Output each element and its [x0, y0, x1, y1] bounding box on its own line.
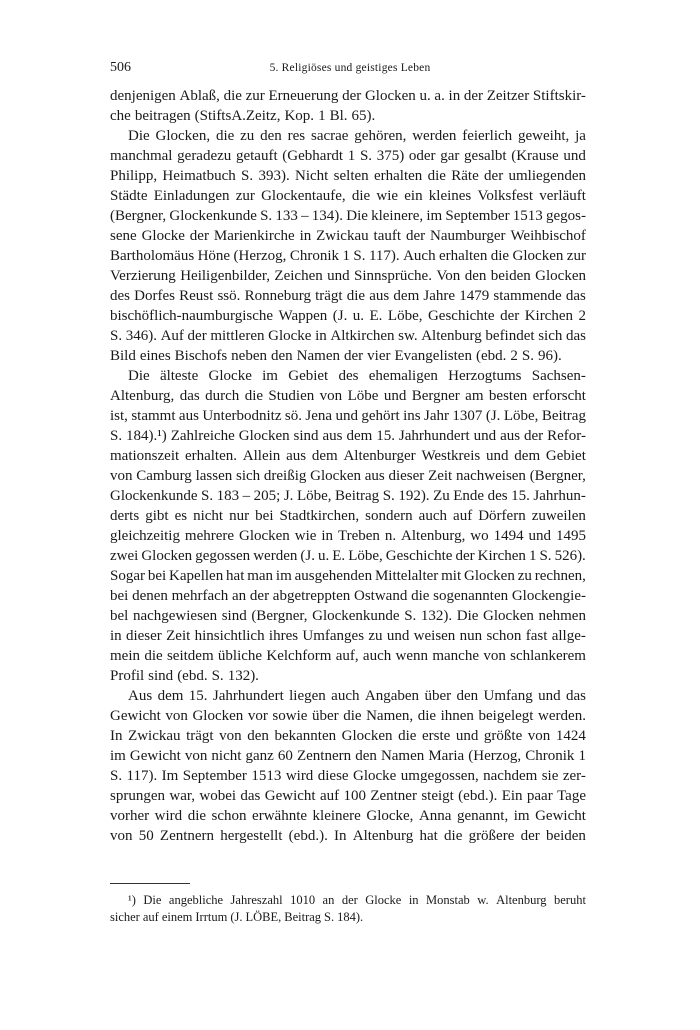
text-line: sprungen war, wobei das Gewicht auf 100 Zentner steigt (ebd.). Ein paar Tage: [110, 788, 586, 804]
text-line: manchmal geradezu getauft (Gebhardt 1 S. 375) oder gar gesalbt (Krause und: [110, 148, 586, 164]
text-line: denjenigen Ablaß, die zur Erneuerung der Glocken u. a. in der Zeitzer Stiftskir-: [110, 88, 586, 104]
text-line: Verzierung Heiligenbilder, Zeichen und Sinnsprüche. Von den beiden Glocken: [110, 268, 586, 284]
text-line: Die Glocken, die zu den res sacrae gehören, werden feierlich geweiht, ja: [128, 128, 586, 144]
text-line: Bartholomäus Höne (Herzog, Chronik 1 S. 117). Auch erhalten die Glocken zur: [110, 248, 586, 264]
text-line: Städte Einladungen zur Glockentaufe, die wie ein kleines Volksfest verläuft: [110, 188, 586, 204]
text-line: Gewicht von Glocken vor sowie über die Namen, die ihnen beigelegt werden.: [110, 708, 586, 724]
text-line: bei denen mehrfach an der abgetreppten Ostwand die sogenannten Glockengie-: [110, 588, 586, 604]
text-line: im Gewicht von nicht ganz 60 Zentnern den Namen Maria (Herzog, Chronik 1: [110, 748, 586, 764]
text-line: mationszeit erhalten. Allein aus dem Altenburger Westkreis und dem Gebiet: [110, 448, 586, 464]
text-line: des Dorfes Reust ssö. Ronneburg trägt die aus dem Jahre 1479 stammende das: [110, 288, 586, 304]
footnotes: [110, 892, 586, 926]
text-line: bel nachgewiesen sind (Bergner, Glockenkunde S. 132). Die Glocken nehmen: [110, 608, 586, 624]
text-line: vorher wird die schon erwähnte kleinere Glocke, Anna genannt, im Gewicht: [110, 808, 586, 824]
text-line: S. 117). Im September 1513 wird diese Glocke umgegossen, nachdem sie zer-: [110, 768, 586, 784]
body-text: [110, 86, 586, 846]
text-line: S. 346). Auf der mittleren Glocke in Altkirchen sw. Altenburg befindet sich das: [110, 328, 586, 344]
text-line: gleichzeitig mehrere Glocken wie in Treben n. Altenburg, wo 1494 und 1495: [110, 528, 586, 544]
text-line: von 50 Zentnern hergestellt (ebd.). In Altenburg hat die größere der beiden: [110, 828, 586, 844]
footnote-line: ¹) Die angebliche Jahreszahl 1010 an der Glocke in Monstab w. Altenburg beruht: [128, 893, 586, 907]
footnote-rule: [110, 883, 190, 884]
text-line: Philipp, Heimatbuch S. 393). Nicht selten erhalten die Räte der umliegenden: [110, 168, 586, 184]
text-line: In Zwickau trägt von den bekannten Glocken die erste und größte von 1424: [110, 728, 586, 744]
text-line: zwei Glocken gegossen werden (J. u. E. Löbe, Geschichte der Kirchen 1 S. 526).: [110, 548, 586, 564]
text-line: Sogar bei Kapellen hat man im ausgehenden Mittelalter mit Glocken zu rechnen,: [110, 568, 586, 584]
text-line: (Bergner, Glockenkunde S. 133 – 134). Die kleinere, im September 1513 gegos-: [110, 208, 586, 224]
text-line: Die älteste Glocke im Gebiet des ehemaligen Herzogtums Sachsen-: [128, 368, 586, 384]
footnote-line: sicher auf einem Irrtum (J. LÖBE, Beitrag S. 184).: [110, 910, 364, 924]
text-line: S. 184).¹) Zahlreiche Glocken sind aus dem 15. Jahrhundert und aus der Refor-: [110, 428, 586, 444]
text-line: Bild eines Bischofs neben den Namen der vier Evangelisten (ebd. 2 S. 96).: [110, 348, 562, 364]
text-line: Altenburg, das durch die Studien von Löbe und Bergner am besten erforscht: [110, 388, 586, 404]
text-line: mein die seitdem übliche Kelchform auf, auch wenn manche von schlankerem: [110, 648, 586, 664]
text-line: von Camburg lassen sich dreißig Glocken aus dieser Zeit nachweisen (Bergner,: [110, 468, 586, 484]
text-line: sene Glocke der Marienkirche in Zwickau tauft der Naumburger Weihbischof: [110, 228, 586, 244]
text-line: che beitragen (StiftsA.Zeitz, Kop. 1 Bl. 65).: [110, 108, 376, 124]
text-line: in dieser Zeit hinsichtlich ihres Umfanges zu und weisen nun schon fast allge-: [110, 628, 586, 644]
text-line: ist, stammt aus Unterbodnitz sö. Jena und gehört ins Jahr 1307 (J. Löbe, Beitrag: [110, 408, 586, 424]
text-line: bischöflich-naumburgische Wappen (J. u. E. Löbe, Geschichte der Kirchen 2: [110, 308, 586, 324]
text-line: Profil sind (ebd. S. 132).: [110, 668, 259, 684]
page-number: 506: [110, 60, 131, 75]
text-line: Aus dem 15. Jahrhundert liegen auch Angaben über den Umfang und das: [128, 688, 586, 704]
text-line: Glockenkunde S. 183 – 205; J. Löbe, Beitrag S. 192). Zu Ende des 15. Jahrhun-: [110, 488, 586, 504]
text-line: derts gibt es nicht nur bei Stadtkirchen, sondern auch auf Dörfern zuweilen: [110, 508, 586, 524]
running-head: 5. Religiöses und geistiges Leben: [269, 62, 431, 74]
